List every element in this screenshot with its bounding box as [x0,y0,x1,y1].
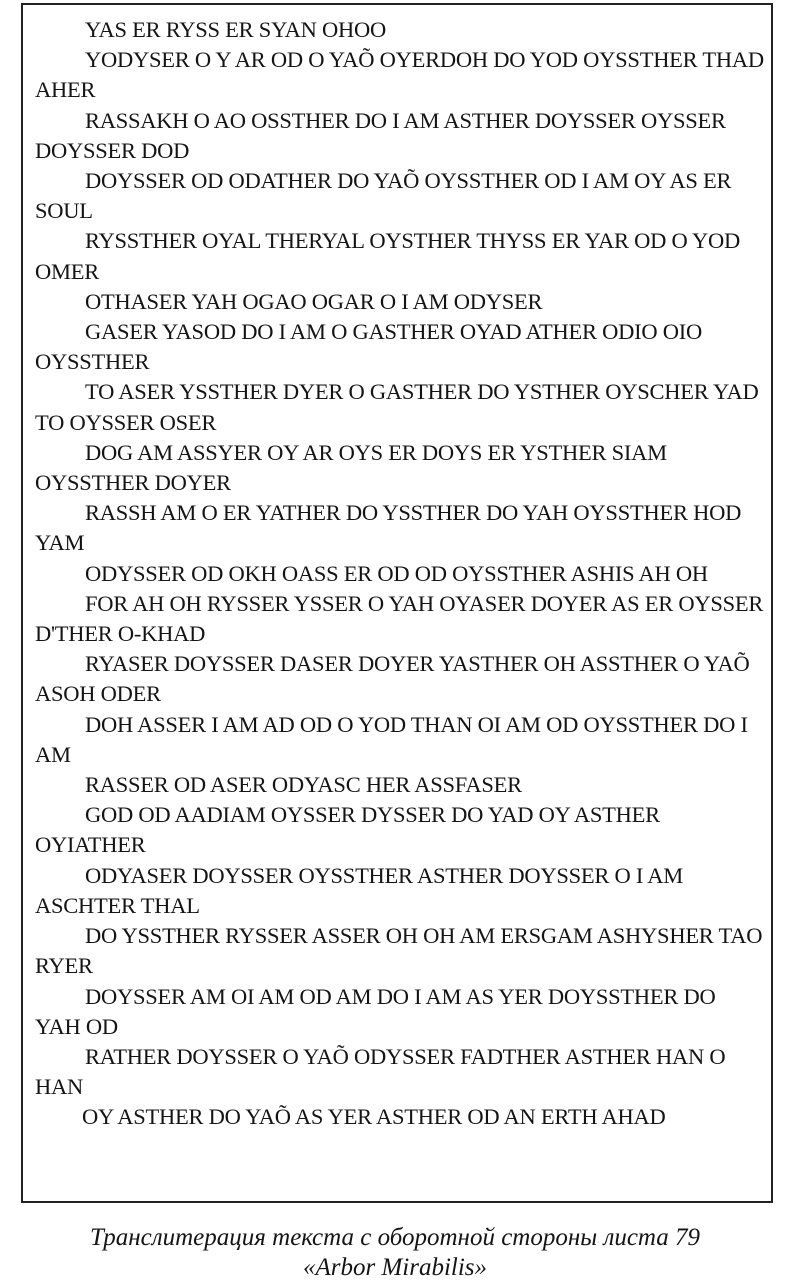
paragraph-9: DOG AM ASSYER OY AR OYS ER DOYS ER YSTHER SIAM OYSSTHER DOYER [35,439,667,496]
paragraph-4: DOYSSER OD ODATHER DO YAÕ OYSSTHER OD I AM OY AS ER SOUL [35,168,732,224]
paragraph-15: RASSER OD ASER ODYASC HER ASSFASER [85,772,522,798]
paragraph-19: DOYSSER AM OI AM OD AM DO I AM AS YER DOYSSTHER DO YAH OD [35,983,716,1039]
paragraph-13: RYASER DOYSSER DASER DOYER YASTHER OH ASSTHER O YAÕ ASOH ODER [35,651,750,707]
caption-line-1: Транслитерация текста с оборотной стороны листа 79 [89,1224,701,1251]
paragraph-6: OTHASER YAH OGAO OGAR O I AM ODYSER [85,288,543,314]
caption-line-2: «Arbor Mirabilis» [302,1254,488,1281]
paragraph-5: RYSSTHER OYAL THERYAL OYSTHER THYSS ER YAR OD O YOD OMER [35,228,741,284]
paragraph-17: ODYASER DOYSSER OYSSTHER ASTHER DOYSSER O I AM ASCHTER THAL [35,862,683,918]
paragraph-11: ODYSSER OD OKH OASS ER OD OD OYSSTHER ASHIS AH OH [85,560,708,586]
paragraph-7: GASER YASOD DO I AM O GASTHER OYAD ATHER ODIO OIO OYSSTHER [35,319,702,375]
paragraph-12: FOR AH OH RYSSER YSSER O YAH OYASER DOYER AS ER OYSSER D'THER O-KHAD [35,590,764,647]
paragraph-8: TO ASER YSSTHER DYER O GASTHER DO YSTHER OYSCHER YAD TO OYSSER OSER [35,379,759,435]
figure-caption [0,1223,790,1283]
paragraph-16: GOD OD AADIAM OYSSER DYSSER DO YAD OY ASTHER OYIATHER [35,802,660,858]
paragraph-21: OY ASTHER DO YAÕ AS YER ASTHER OD AN ERTH AHAD [82,1104,666,1130]
paragraph-2: YODYSER O Y AR OD O YAÕ OYERDOH DO YOD OYSSTHER THAD AHER [35,47,764,103]
transliteration-text [35,15,765,1133]
paragraph-10: RASSH AM O ER YATHER DO YSSTHER DO YAH OYSSTHER HOD YAM [35,500,742,556]
paragraph-20: RATHER DOYSSER O YAÕ ODYSSER FADTHER ASTHER HAN O HAN [35,1043,726,1100]
paragraph-14: DOH ASSER I AM AD OD O YOD THAN OI AM OD OYSSTHER DO I AM [35,711,748,767]
paragraph-3: RASSAKH O AO OSSTHER DO I AM ASTHER DOYSSER OYSSER DOYSSER DOD [35,107,726,163]
paragraph-1: YAS ER RYSS ER SYAN OHOO [85,17,386,42]
paragraph-18: DO YSSTHER RYSSER ASSER OH OH AM ERSGAM ASHYSHER TAO RYER [35,923,763,979]
